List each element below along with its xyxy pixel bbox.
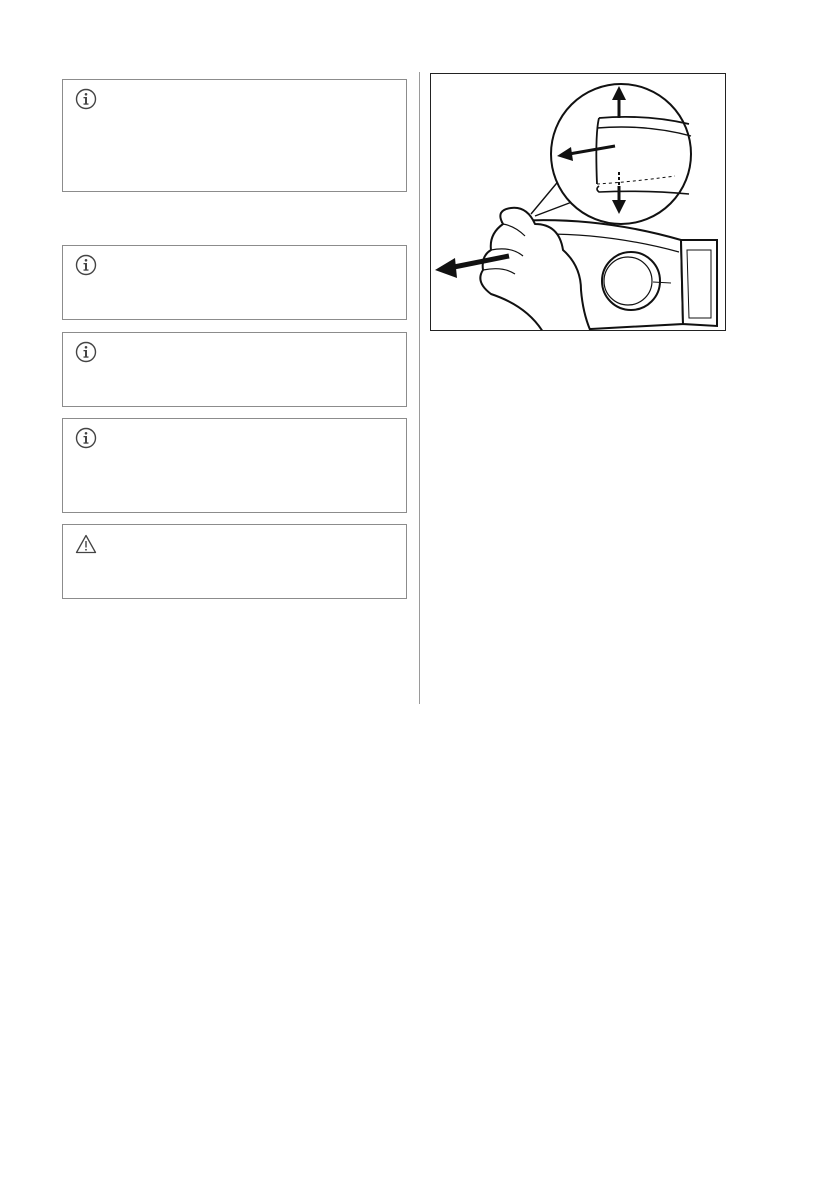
- info-icon: [75, 427, 97, 449]
- column-divider: [419, 72, 420, 704]
- info-icon: [75, 254, 97, 276]
- info-notice-2: [62, 245, 407, 320]
- info-icon: [75, 88, 97, 110]
- info-notice-4: [62, 418, 407, 513]
- warning-notice: [62, 524, 407, 599]
- drawer-removal-figure: [430, 73, 726, 331]
- info-icon: [75, 341, 97, 363]
- info-notice-1: [62, 79, 407, 192]
- info-notice-3: [62, 332, 407, 407]
- warning-triangle-icon: [75, 533, 97, 555]
- drawer-removal-illustration: [431, 74, 726, 331]
